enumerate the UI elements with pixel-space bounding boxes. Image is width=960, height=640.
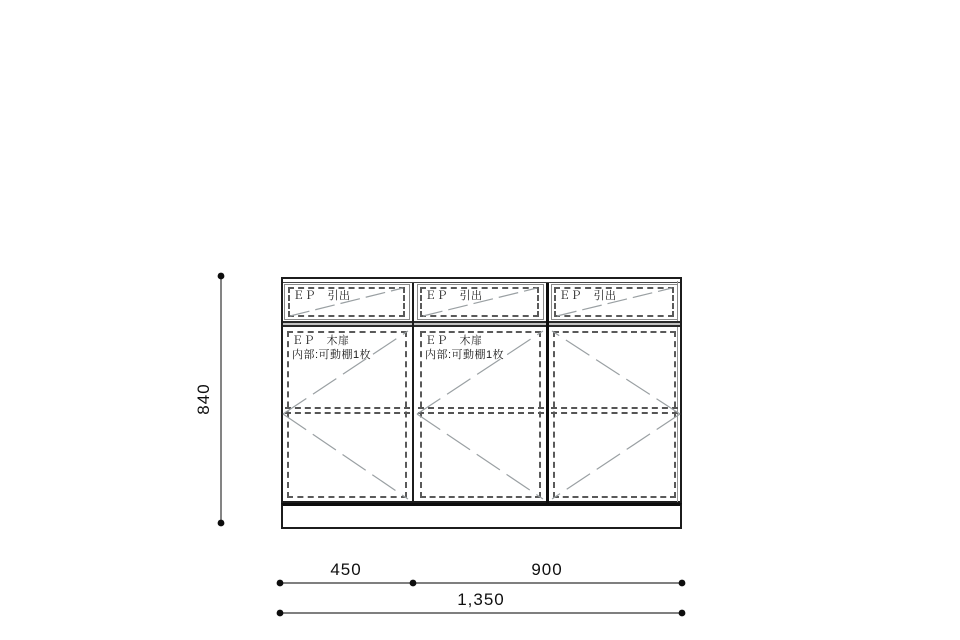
left-width-dimension-label: 450	[330, 560, 362, 579]
shelf-line	[418, 407, 544, 409]
dimension-endpoint-dot	[679, 580, 686, 587]
shelf-line	[285, 412, 410, 414]
door-label-2-line2: 内部:可動棚1枚	[425, 349, 505, 361]
total-width-dimension-label: 1,350	[457, 590, 505, 609]
drawer-door-rail	[283, 321, 680, 327]
door-label-2-line1: ＥＰ 木扉	[425, 335, 483, 347]
cabinet-plinth	[281, 503, 682, 529]
dimension-endpoint-dot	[410, 580, 417, 587]
dimension-endpoint-dot	[679, 610, 686, 617]
drawer-label-3: ＥＰ 引出	[559, 290, 617, 302]
shelf-line	[551, 412, 678, 414]
door-label-1-line2: 内部:可動棚1枚	[292, 349, 372, 361]
unit-divider-right	[546, 283, 549, 503]
right-width-dimension-label: 900	[531, 560, 563, 579]
drawer-label-2: ＥＰ 引出	[425, 290, 483, 302]
dimension-endpoint-dot	[277, 580, 284, 587]
door-label-1-line1: ＥＰ 木扉	[292, 335, 350, 347]
shelf-line	[551, 407, 678, 409]
dimension-endpoint-dot	[218, 273, 225, 280]
drawer-label-1: ＥＰ 引出	[293, 290, 351, 302]
shelf-line	[285, 407, 410, 409]
unit-divider-left	[412, 283, 414, 503]
door-label-2	[425, 334, 504, 362]
door-label-1	[292, 334, 371, 362]
door-front-3	[553, 331, 676, 498]
shelf-line	[418, 412, 544, 414]
dimension-endpoint-dot	[277, 610, 284, 617]
dimension-endpoint-dot	[218, 520, 225, 527]
countertop-edge-line	[283, 282, 680, 283]
height-dimension-label: 840	[194, 383, 213, 415]
